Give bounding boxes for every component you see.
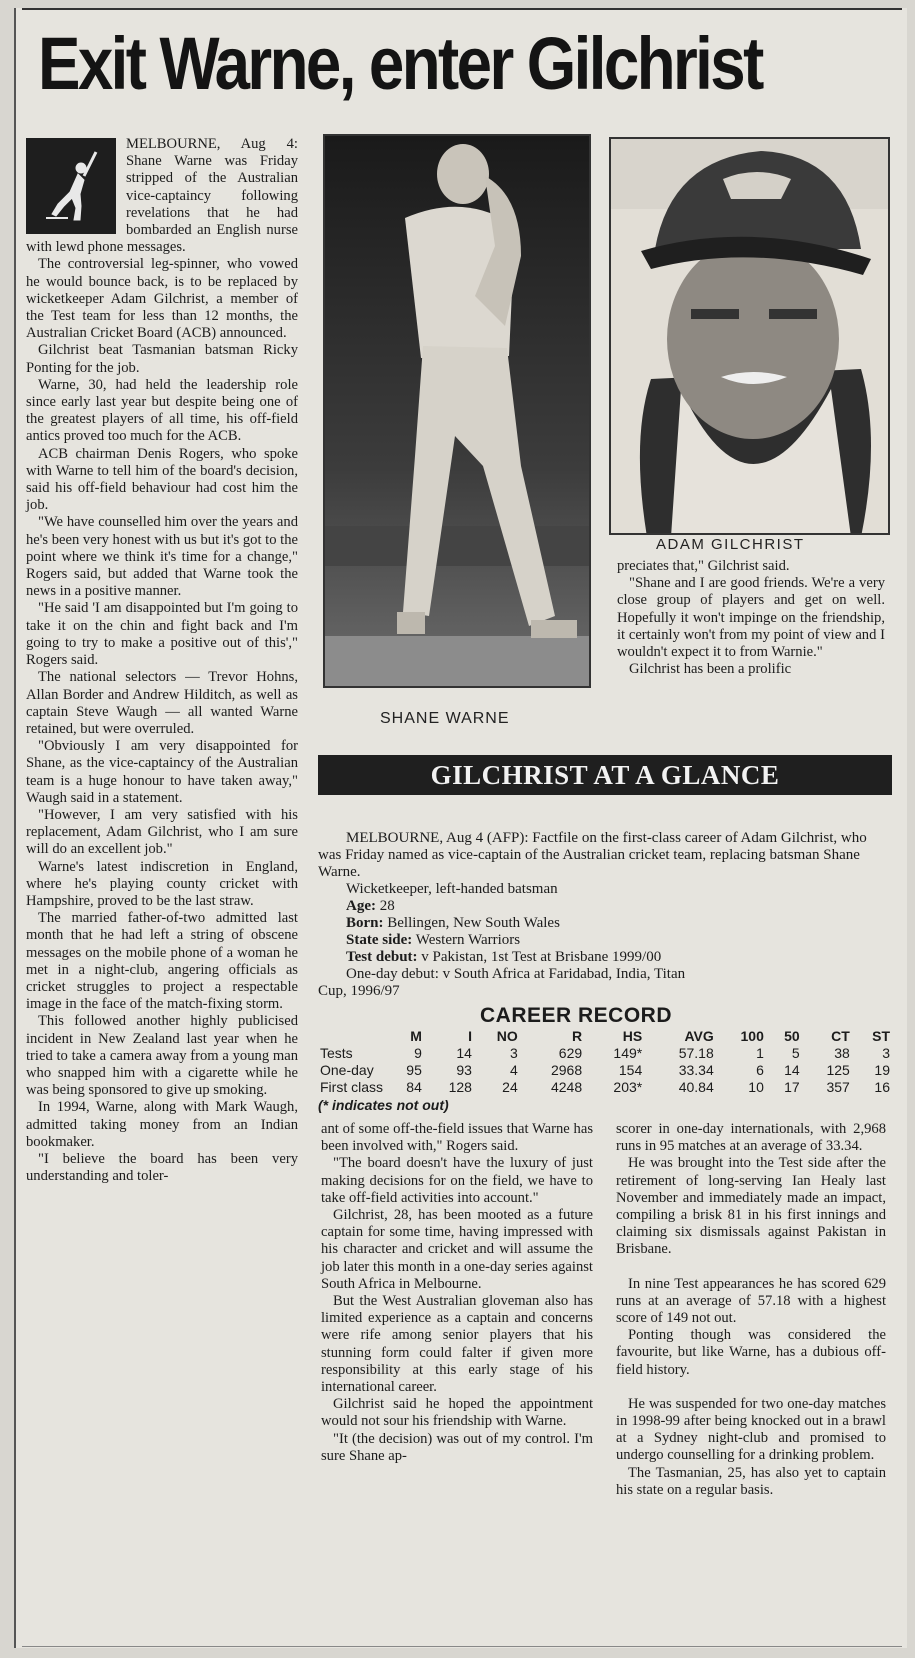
paragraph: "I believe the board has been very understanding and toler- (26, 1150, 298, 1185)
column-header: CT (831, 1028, 850, 1044)
paragraph: preciates that," Gilchrist said. (617, 558, 790, 574)
glance-banner: GILCHRIST AT A GLANCE (318, 755, 892, 795)
paragraph: He was brought into the Test side after the retirement of long-serving Ian Healy last November and immediately made an impact, compiling a brisk 81 in his first innings and claiming six dismissals against Pakistan in Brisbane. (616, 1155, 886, 1258)
paragraph: Gilchrist said he hoped the appointment would not sour his friendship with Warne. (321, 1396, 593, 1430)
table-cell: One-day (320, 1062, 374, 1078)
table-cell: 4248 (550, 1079, 583, 1095)
column-header: R (572, 1028, 583, 1044)
career-record-title: CAREER RECORD (480, 1004, 673, 1027)
paragraph: In 1994, Warne, along with Mark Waugh, admitted taking money from an Indian bookmaker. (26, 1099, 298, 1150)
paragraph: Warne, 30, had held the leadership role since early last year but despite being one of the greatest players of all time, his off-field antics proved too much for the ACB. (26, 376, 298, 445)
table-cell: 3 (509, 1045, 518, 1061)
table-cell: 14 (456, 1045, 472, 1061)
column-header: I (468, 1028, 472, 1044)
table-cell: 2968 (550, 1062, 583, 1078)
gilchrist-photo-caption: ADAM GILCHRIST (656, 536, 805, 553)
factfile-test-debut: Test debut: v Pakistan, 1st Test at Brisbane 1999/00 (346, 949, 662, 965)
factfile-age: Age: 28 (346, 898, 395, 914)
paragraph: "However, I am very satisfied with his replacement, Adam Gilchrist, who I am sure will do an excellent job." (26, 806, 298, 858)
column-header: AVG (684, 1028, 714, 1044)
column-header: NO (496, 1028, 518, 1044)
paragraph: Gilchrist has been a prolific (629, 661, 792, 678)
factfile-oneday-debut: One-day debut: v South Africa at Faridabad, India, Titan (346, 966, 686, 982)
table-cell: 4 (509, 1062, 518, 1078)
factfile (318, 830, 892, 1000)
table-cell: 1 (756, 1045, 764, 1061)
paragraph: "He said 'I am disappointed but I'm going to take it on the chin and fight back and I'm going to try to make a positive out of this'," Rogers said. (26, 600, 298, 669)
table-cell: 125 (826, 1062, 850, 1078)
left-column (26, 136, 298, 1185)
paragraph: The Tasmanian, 25, has also yet to captain his state on a regular basis. (616, 1464, 886, 1498)
paragraph: scorer in one-day internationals, with 2,968 runs in 95 matches at an average of 33.34. (616, 1121, 886, 1155)
table-cell: 10 (748, 1079, 764, 1095)
paragraph: "The board doesn't have the luxury of just making decisions for on the field, we have to take off-field activities into account." (321, 1155, 593, 1206)
paragraph: Gilchrist beat Tasmanian batsman Ricky Ponting for the job. (26, 342, 298, 376)
table-cell: 93 (456, 1062, 472, 1078)
dateline: MELBOURNE, Aug 4: (126, 136, 298, 152)
paragraph: Warne's latest indiscretion in England, where he's playing county cricket with Hampshire, proved to be the last straw. (26, 858, 298, 909)
adam-gilchrist-photo (609, 137, 890, 535)
table-cell: 38 (834, 1045, 850, 1061)
paragraph: "We have counselled him over the years and he's been very honest with us but it's got to the point where we think it's time for a change," Rogers said, but added that Warne took the news in a positive manner. (26, 514, 298, 600)
table-cell: 95 (406, 1062, 422, 1078)
right-column (616, 1121, 886, 1499)
paragraph: "It (the decision) was out of my control. I'm sure Shane ap- (321, 1430, 593, 1464)
table-cell: 5 (791, 1045, 800, 1061)
table-cell: 14 (784, 1062, 800, 1078)
table-cell: 16 (874, 1079, 890, 1095)
not-out-note: (* indicates not out) (318, 1097, 449, 1113)
paragraph: Gilchrist, 28, has been mooted as a future captain for some time, having impressed with his character and cricket and will assume the job later this month in a one-day series against South Africa in Melbourne. (321, 1207, 593, 1292)
paragraph: He was suspended for two one-day matches in 1998-99 after being knocked out in a brawl at a Sydney night-club and promised to undergo counselling for a drinking problem. (616, 1395, 886, 1464)
table-cell: 629 (558, 1045, 583, 1061)
warne-photo-caption: SHANE WARNE (380, 710, 510, 727)
factfile-oneday-debut-cont: Cup, 1996/97 (318, 983, 400, 999)
table-cell: 33.34 (678, 1062, 714, 1078)
table-cell: 17 (784, 1079, 800, 1095)
table-cell: 9 (414, 1045, 422, 1061)
factfile-state: State side: Western Warriors (346, 932, 521, 948)
table-row (318, 1045, 892, 1062)
table-cell: 57.18 (678, 1045, 714, 1061)
table-cell: 128 (448, 1079, 472, 1095)
table-cell: First class (320, 1079, 383, 1095)
paragraph: This followed another highly publicised incident in New Zealand last year when he tried to take a camera away from a young man who snapped him with a cigarette while he was being sponsored to give up smoking. (26, 1013, 298, 1099)
right-upper-column (617, 558, 885, 678)
paragraph: ACB chairman Denis Rogers, who spoke with Warne to tell him of the board's decision, said his off-field behaviour had cost him the job. (26, 445, 298, 514)
column-header: 50 (784, 1028, 800, 1044)
table-row (318, 1079, 892, 1096)
table-cell: 19 (874, 1062, 890, 1078)
column-header: HS (622, 1028, 643, 1044)
table-cell: 357 (826, 1079, 850, 1095)
table-cell: 24 (502, 1079, 518, 1095)
paragraph: "Shane and I are good friends. We're a very close group of players and get on well. Hopefully it won't impinge on the friendship, it certainly won't from my point of view and I wouldn't expect it to from Warnie." (617, 575, 885, 661)
career-record-table (318, 1027, 892, 1096)
factfile-born: Born: Bellingen, New South Wales (346, 915, 560, 931)
paragraph: Ponting though was considered the favourite, but like Warne, has a dubious off-field history. (616, 1327, 886, 1378)
paragraph: ant of some off-the-field issues that Warne has been involved with," Rogers said. (321, 1121, 593, 1155)
table-cell: 3 (882, 1045, 890, 1061)
table-cell: Tests (320, 1045, 353, 1061)
bottom-rule (22, 1646, 902, 1647)
lead-paragraph: Shane Warne was Friday stripped of the Australian vice-captaincy following revelations that he had bombarded an English nurse with lewd phone messages. (26, 153, 298, 256)
column-header: M (410, 1028, 422, 1044)
middle-column (321, 1121, 593, 1465)
column-header: ST (872, 1028, 890, 1044)
table-cell: 149* (613, 1045, 643, 1061)
headline: Exit Warne, enter Gilchrist (38, 22, 762, 105)
paragraph: The married father-of-two admitted last month that he had left a string of obscene messages on the mobile phone of a woman he met in a night-club, angering officials as cricket struggles to project a respectable image in the face of the match-fixing storm. (26, 910, 298, 1013)
table-header-row (318, 1027, 892, 1045)
table-cell: 40.84 (678, 1079, 714, 1095)
paragraph: "Obviously I am very disappointed for Shane, as the vice-captaincy of the Australian team is a huge honour to have taken away," Waugh said in a statement. (26, 738, 298, 806)
factfile-role: Wicketkeeper, left-handed batsman (346, 881, 558, 897)
shane-warne-photo (323, 134, 591, 688)
paragraph: In nine Test appearances he has scored 629 runs at an average of 57.18 with a highest score of 149 not out. (616, 1275, 886, 1327)
paragraph: The national selectors — Trevor Hohns, Allan Border and Andrew Hilditch, as well as captain Steve Waugh — all wanted Warne retained, but were overruled. (26, 669, 298, 737)
column-header: 100 (740, 1028, 764, 1044)
column-header (318, 1027, 388, 1045)
table-cell: 6 (756, 1062, 764, 1078)
table-cell: 84 (406, 1079, 422, 1095)
table-cell: 154 (618, 1062, 643, 1078)
paragraph: The controversial leg-spinner, who vowed he would bounce back, is to be replaced by wicketkeeper Adam Gilchrist, a member of the Test team for less than 12 months, the Australian Cricket Board (ACB) announced. (26, 256, 298, 342)
paragraph: But the West Australian gloveman also has limited experience as a captain and concerns were rife among senior players that his stunning form could falter if given more responsibility at this early stage of his international career. (321, 1293, 593, 1396)
factfile-intro: MELBOURNE, Aug 4 (AFP): Factfile on the first-class career of Adam Gilchrist, who was Friday named as vice-captain of the Australian cricket team, replacing batsman Shane Warne. (318, 830, 867, 880)
cricket-batsman-icon (26, 138, 116, 234)
table-row (318, 1062, 892, 1079)
table-cell: 203* (613, 1079, 643, 1095)
top-rule (22, 8, 902, 10)
